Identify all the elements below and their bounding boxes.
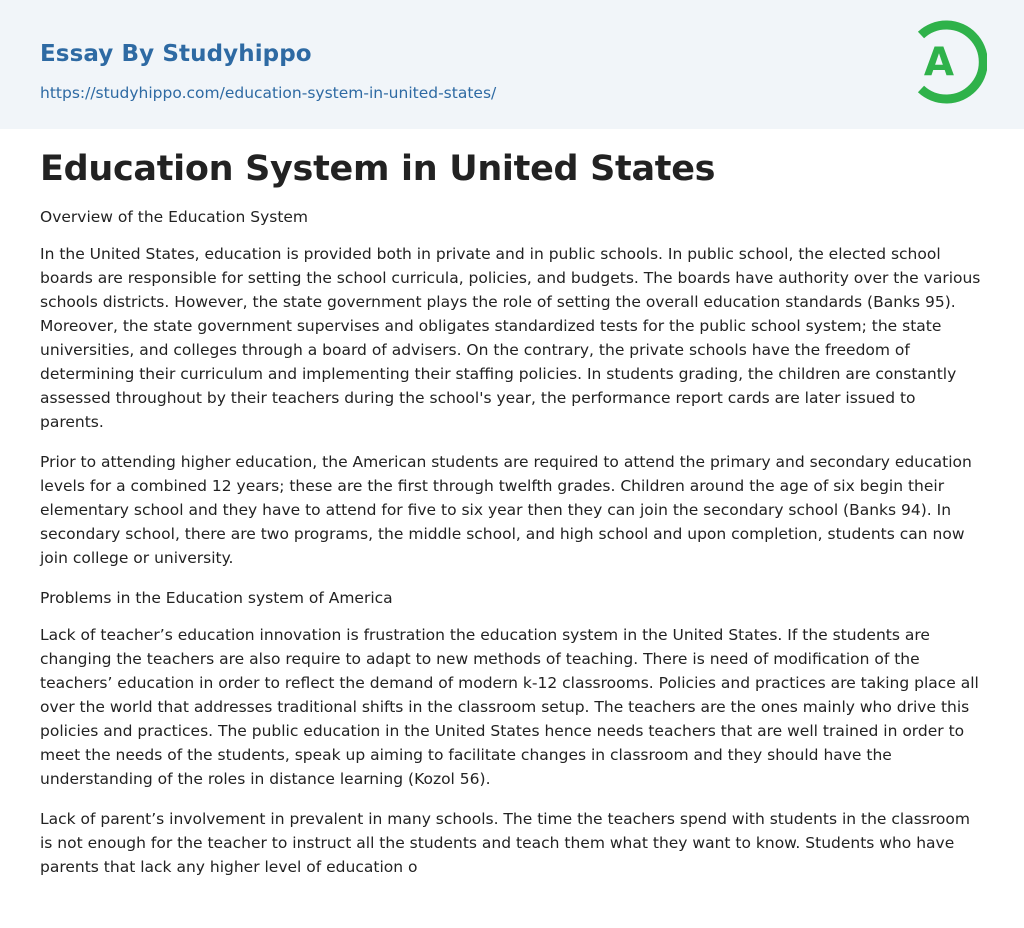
paragraph: In the United States, education is provided both in private and in public schools. In public school, the elected school boards are responsible for setting the school curricula, policies, and budgets. The boards have authority over the various schools districts. However, the state government plays the role of setting the overall education standards (Banks 95). Moreover, the state government supervises and obligates standardized tests for the public school system; the state universities, and colleges through a board of advisers. On the contrary, the private schools have the freedom of determining their curriculum and implementing their staffing policies. In students grading, the children are constantly assessed throughout by their teachers during the school's year, the performance report cards are later issued to parents. <box>40 245 981 431</box>
section-heading-problems: Problems in the Education system of America <box>40 589 393 607</box>
section-heading-overview: Overview of the Education System <box>40 208 309 226</box>
logo-letter: A <box>923 40 955 85</box>
page-title: Education System in United States <box>40 149 716 189</box>
article <box>0 129 1024 879</box>
source-url-link[interactable]: https://studyhippo.com/education-system-in-united-states/ <box>40 84 497 102</box>
brand-title[interactable]: Essay By Studyhippo <box>40 41 312 67</box>
paragraph: Prior to attending higher education, the American students are required to attend the primary and secondary education levels for a combined 12 years; these are the first through twelfth grades. Children around the age of six begin their elementary school and they have to attend for five to six year then they can join the secondary school (Banks 94). In secondary school, there are two programs, the middle school, and high school and upon completion, students can now join college or university. <box>40 453 972 567</box>
site-header <box>0 0 1024 129</box>
paragraph: Lack of parent’s involvement in prevalent in many schools. The time the teachers spend with students in the classroom is not enough for the teacher to instruct all the students and teach them what they want to know. Students who have parents that lack any higher level of education o <box>40 810 970 876</box>
paragraph: Lack of teacher’s education innovation is frustration the education system in the United States. If the students are changing the teachers are also require to adapt to new methods of teaching. There is need of modification of the teachers’ education in order to reflect the demand of modern k-12 classrooms. Policies and practices are taking place all over the world that addresses traditional shifts in the classroom setup. The teachers are the ones mainly who drive this policies and practices. The public education in the United States hence needs teachers that are well trained in order to meet the needs of the students, speak up aiming to facilitate changes in classroom and they should have the understanding of the roles in distance learning (Kozol 56). <box>40 626 979 788</box>
logo-icon[interactable] <box>911 18 987 106</box>
